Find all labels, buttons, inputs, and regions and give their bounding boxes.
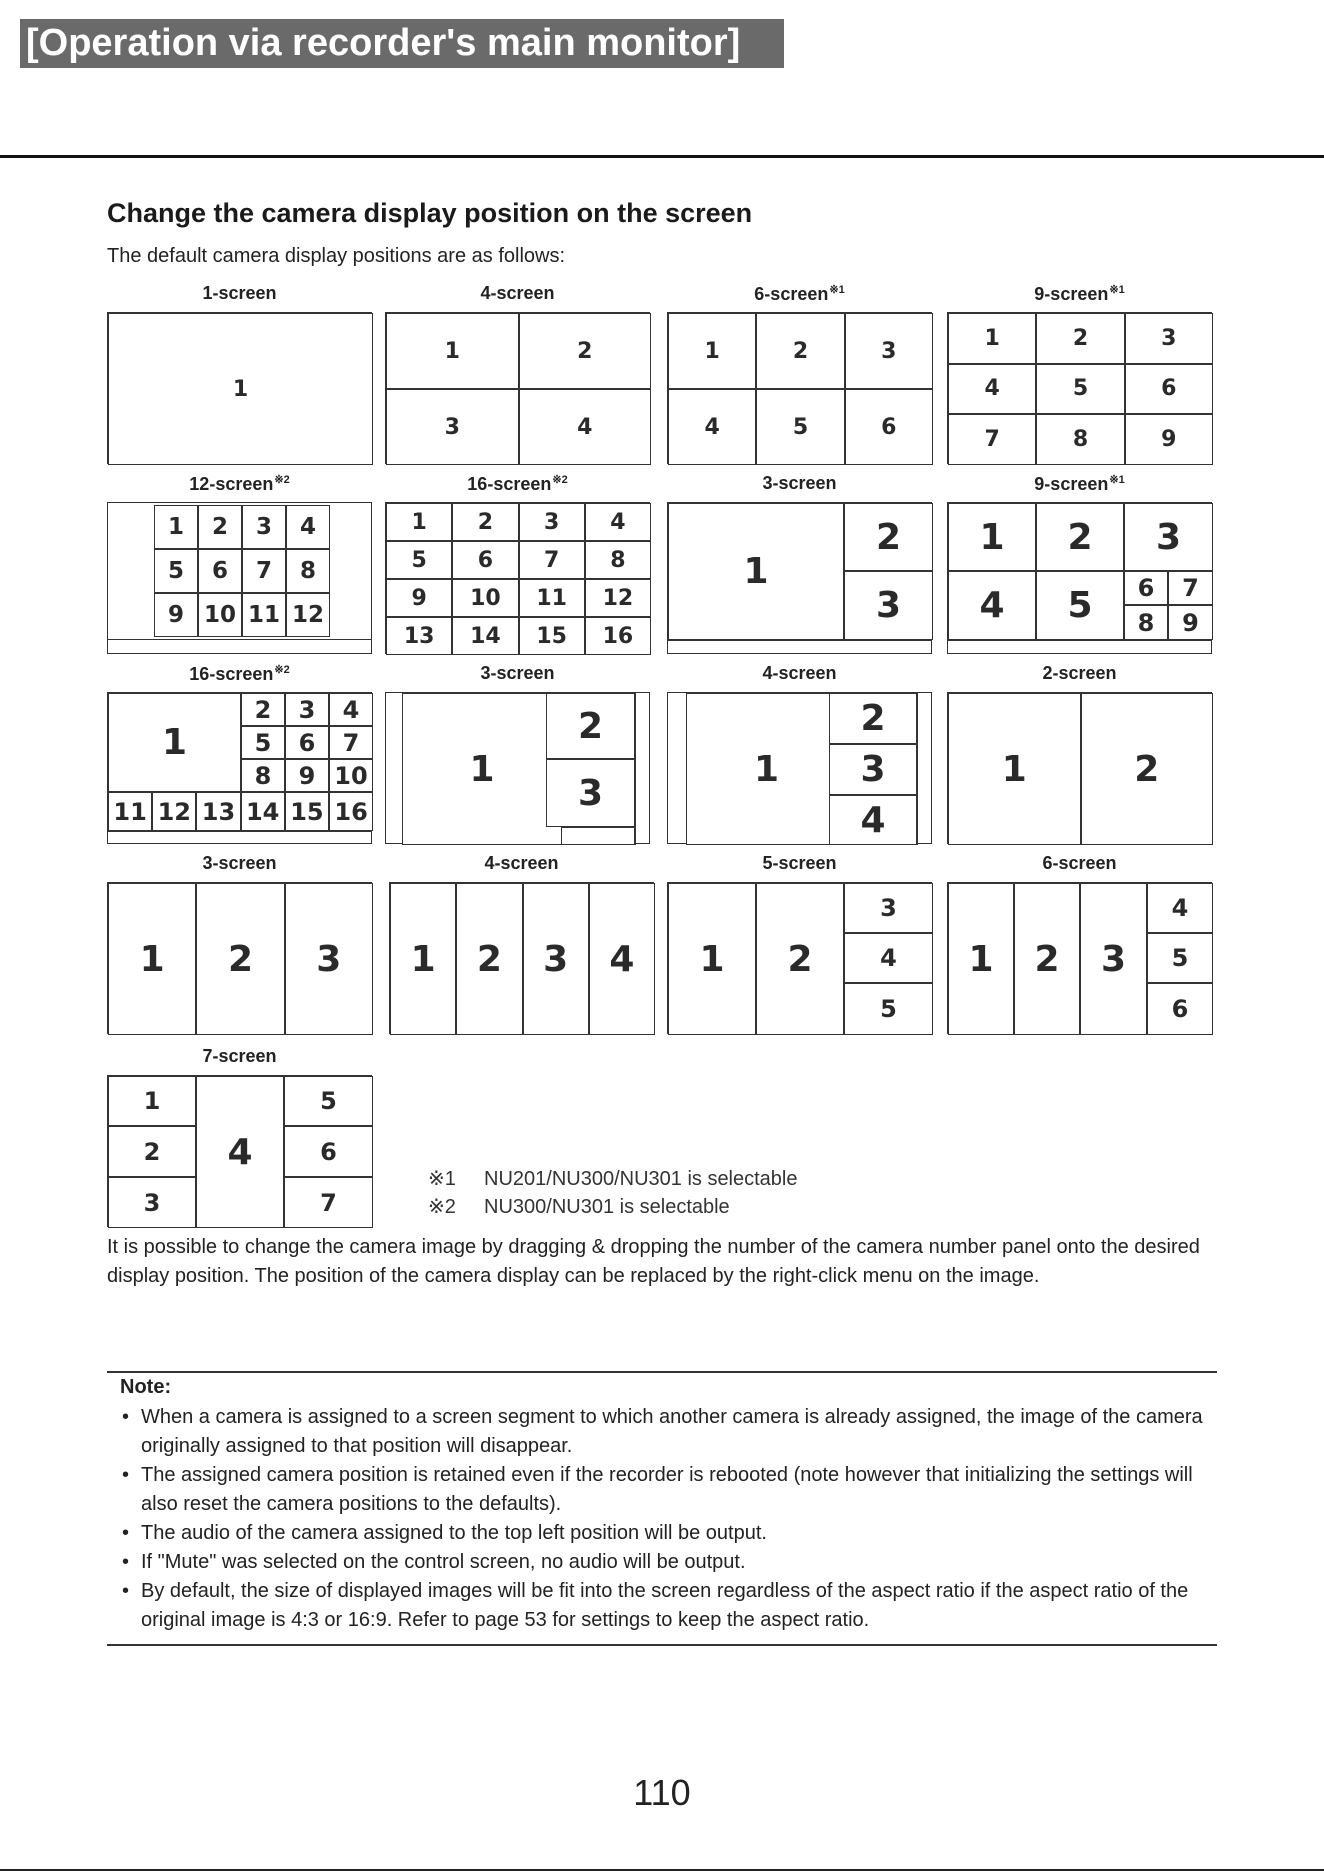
camera-position-cell: 12	[152, 792, 196, 831]
camera-position-cell: 1	[108, 313, 373, 465]
camera-position-cell: 8	[1124, 605, 1168, 640]
camera-position-cell: 3	[546, 759, 635, 827]
footnote-text: NU201/NU300/NU301 is selectable	[484, 1168, 798, 1190]
camera-position-cell: 2	[519, 313, 652, 389]
camera-position-cell: 15	[519, 617, 585, 655]
camera-position-cell: 14	[452, 617, 518, 655]
screen-layout-frame	[389, 882, 654, 1034]
screen-layout-frame	[385, 692, 650, 844]
footer-rule	[0, 1869, 1324, 1871]
camera-position-cell: 1	[108, 1076, 196, 1126]
note-item: • By default, the size of displayed images will be fit into the screen regardless of the aspect ratio if the aspect ratio of the original image is 4:3 or 16:9. Refer to page 53 for settings to keep the aspect ratio.	[120, 1577, 1220, 1635]
diagram-label-text: 6-screen	[1042, 853, 1117, 873]
camera-position-cell: 4	[948, 364, 1036, 415]
camera-position-cell: 15	[285, 792, 329, 831]
diagram-label-text: 3-screen	[762, 473, 837, 493]
camera-position-cell: 6	[284, 1126, 373, 1177]
camera-position-cell: 5	[284, 1076, 373, 1126]
diagram-label-text: 7-screen	[202, 1046, 277, 1066]
camera-position-cell: 3	[523, 883, 589, 1035]
camera-position-cell: 1	[386, 313, 519, 389]
camera-position-cell: 9	[285, 759, 329, 792]
note-item: • When a camera is assigned to a screen segment to which another camera is already assigned, the image of the camera originally assigned to that position will disappear.	[120, 1403, 1220, 1461]
screen-layout-frame	[107, 692, 372, 844]
diagram-label	[385, 663, 650, 684]
camera-position-cell: 1	[386, 503, 452, 541]
camera-position-cell: 6	[198, 549, 242, 593]
camera-position-cell: 1	[948, 883, 1014, 1035]
camera-position-cell: 4	[196, 1076, 284, 1228]
camera-position-cell: 8	[241, 759, 285, 792]
camera-position-cell: 9	[154, 593, 198, 637]
camera-position-cell: 1	[390, 883, 456, 1035]
screen-layout-frame	[385, 312, 650, 464]
note-item: • If "Mute" was selected on the control screen, no audio will be output.	[120, 1548, 1220, 1577]
camera-position-cell: 1	[154, 505, 198, 549]
camera-position-cell: 8	[286, 549, 330, 593]
camera-position-cell: 7	[519, 541, 585, 579]
diagram-label-text: 3-screen	[480, 663, 555, 683]
diagram-label	[107, 853, 372, 874]
camera-position-cell: 11	[242, 593, 286, 637]
diagram-label	[947, 663, 1212, 684]
note-top-rule	[107, 1371, 1217, 1373]
camera-position-cell: 2	[108, 1126, 196, 1177]
camera-position-cell: 16	[585, 617, 651, 655]
diagram-label	[107, 473, 372, 495]
camera-position-cell: 10	[198, 593, 242, 637]
camera-position-cell: 4	[286, 505, 330, 549]
camera-position-cell: 7	[948, 414, 1036, 465]
footnote-marker: ※1	[829, 284, 845, 296]
camera-position-cell: 5	[1036, 364, 1124, 415]
header-divider	[0, 155, 1324, 158]
camera-position-cell: 1	[402, 693, 562, 845]
diagram-label-text: 1-screen	[202, 283, 277, 303]
camera-position-cell: 12	[286, 593, 330, 637]
camera-position-cell: 9	[386, 579, 452, 617]
camera-position-cell: 8	[1036, 414, 1124, 465]
note-item: • The audio of the camera assigned to the top left position will be output.	[120, 1519, 1220, 1548]
camera-position-cell: 2	[829, 693, 917, 744]
diagram-label-text: 16-screen	[467, 474, 552, 494]
camera-position-cell: 2	[844, 503, 933, 571]
screen-layout-frame	[667, 882, 932, 1034]
camera-position-cell: 3	[242, 505, 286, 549]
camera-position-cell: 1	[668, 313, 756, 389]
camera-position-cell: 3	[1124, 503, 1213, 571]
footnote-marker: ※2	[552, 474, 568, 486]
camera-position-cell: 6	[1125, 364, 1213, 415]
screen-band	[635, 693, 636, 845]
camera-position-cell: 4	[329, 693, 373, 726]
camera-position-cell: 3	[519, 503, 585, 541]
screen-layout-frame	[385, 502, 650, 654]
camera-position-cell: 14	[241, 792, 285, 831]
camera-position-cell: 2	[452, 503, 518, 541]
diagram-label-text: 3-screen	[202, 853, 277, 873]
screen-layout-frame	[107, 882, 372, 1034]
diagram-label-text: 2-screen	[1042, 663, 1117, 683]
camera-position-cell: 11	[108, 792, 152, 831]
camera-position-cell: 1	[948, 503, 1036, 571]
intro-text: The default camera display positions are as follows:	[107, 245, 566, 267]
camera-position-cell: 2	[1036, 313, 1124, 364]
camera-position-cell: 6	[1124, 571, 1168, 605]
screen-layout-frame	[667, 312, 932, 464]
screen-layout-frame	[947, 502, 1212, 654]
camera-position-cell: 1	[686, 693, 847, 845]
camera-position-cell: 7	[329, 726, 373, 759]
diagram-label	[389, 853, 654, 874]
diagram-label	[107, 663, 372, 685]
camera-position-cell: 9	[1168, 605, 1213, 640]
camera-position-cell: 3	[285, 883, 373, 1035]
screen-layout-frame	[947, 692, 1212, 844]
footnote-marker: ※2	[274, 664, 290, 676]
camera-position-cell: 9	[1125, 414, 1213, 465]
camera-position-cell: 5	[386, 541, 452, 579]
screen-layout-frame	[107, 502, 372, 654]
screen-layout-frame	[107, 312, 372, 464]
camera-position-cell: 2	[1014, 883, 1080, 1035]
camera-position-cell: 13	[386, 617, 452, 655]
camera-position-cell: 2	[756, 883, 844, 1035]
footnote-mark: ※1	[428, 1168, 456, 1190]
camera-position-cell: 4	[589, 883, 655, 1035]
diagram-label-text: 4-screen	[762, 663, 837, 683]
diagram-label-text: 6-screen	[754, 284, 829, 304]
camera-position-cell: 3	[108, 1177, 196, 1228]
footnote-marker: ※1	[1109, 284, 1125, 296]
camera-position-cell: 8	[585, 541, 651, 579]
camera-position-cell: 3	[1080, 883, 1147, 1035]
camera-position-cell: 6	[452, 541, 518, 579]
camera-position-cell: 2	[1036, 503, 1124, 571]
camera-position-cell: 12	[585, 579, 651, 617]
camera-position-cell: 6	[845, 389, 933, 465]
camera-position-cell: 2	[1081, 693, 1214, 845]
page-number: 110	[633, 1772, 691, 1813]
camera-position-cell: 3	[386, 389, 519, 465]
footnote-marker: ※2	[274, 474, 290, 486]
diagram-label	[667, 283, 932, 305]
camera-position-cell: 4	[1147, 883, 1213, 933]
camera-position-cell: 1	[668, 503, 844, 640]
screen-band	[948, 640, 1211, 641]
diagram-label-text: 9-screen	[1034, 284, 1109, 304]
diagram-label	[947, 473, 1212, 495]
diagram-label	[385, 283, 650, 304]
camera-position-cell: 4	[668, 389, 756, 465]
note-list	[120, 1403, 1220, 1635]
diagram-label	[107, 1046, 372, 1067]
camera-position-cell: 3	[844, 883, 933, 933]
screen-band	[108, 831, 371, 832]
camera-position-cell: 4	[948, 571, 1036, 640]
diagram-label	[107, 283, 372, 304]
camera-position-cell: 5	[844, 983, 933, 1035]
camera-position-cell: 1	[108, 883, 196, 1035]
note-item: • The assigned camera position is retained even if the recorder is rebooted (note however that initializing the settings will also reset the camera positions to the defaults).	[120, 1461, 1220, 1519]
camera-position-cell: 3	[285, 693, 329, 726]
camera-position-cell: 2	[241, 693, 285, 726]
diagram-label	[385, 473, 650, 495]
camera-position-cell: 3	[844, 571, 933, 640]
screen-layout-frame	[667, 692, 932, 844]
diagram-label-text: 12-screen	[189, 474, 274, 494]
footnote-text: NU300/NU301 is selectable	[484, 1196, 730, 1218]
camera-position-cell: 5	[1147, 933, 1213, 983]
screen-layout-frame	[667, 502, 932, 654]
diagram-label-text: 4-screen	[480, 283, 555, 303]
screen-layout-frame	[947, 312, 1212, 464]
camera-position-cell: 5	[1036, 571, 1124, 640]
camera-position-cell: 11	[519, 579, 585, 617]
camera-position-cell: 13	[196, 792, 240, 831]
diagram-label	[947, 853, 1212, 874]
camera-position-cell: 10	[329, 759, 373, 792]
camera-position-cell: 16	[329, 792, 373, 831]
camera-position-cell: 1	[668, 883, 756, 1035]
footnote-mark: ※2	[428, 1196, 456, 1218]
camera-position-cell: 5	[154, 549, 198, 593]
camera-position-cell: 4	[519, 389, 652, 465]
camera-position-cell: 5	[241, 726, 285, 759]
camera-position-cell: 2	[756, 313, 844, 389]
diagram-label	[667, 473, 932, 494]
camera-position-cell: 6	[1147, 983, 1213, 1035]
camera-position-cell: 5	[756, 389, 844, 465]
note-title: Note:	[120, 1376, 172, 1398]
camera-position-cell: 1	[948, 693, 1081, 845]
body-paragraph: It is possible to change the camera image by dragging & dropping the number of the camera number panel onto the desired display position. The position of the camera display can be replaced by the right-click menu on the image.	[107, 1236, 1200, 1287]
footnote-1	[428, 1166, 798, 1191]
note-bottom-rule	[107, 1644, 1217, 1646]
camera-position-cell: 10	[452, 579, 518, 617]
camera-position-cell: 2	[456, 883, 522, 1035]
screen-band	[917, 693, 918, 845]
camera-position-cell: 1	[108, 693, 241, 792]
diagram-label	[947, 283, 1212, 305]
camera-position-cell: 4	[585, 503, 651, 541]
camera-position-cell: 3	[845, 313, 933, 389]
screen-layout-frame	[107, 1075, 372, 1227]
camera-position-cell: 4	[829, 795, 917, 845]
screen-band	[108, 639, 371, 640]
camera-position-cell: 6	[285, 726, 329, 759]
camera-position-cell: 2	[198, 505, 242, 549]
camera-position-cell: 7	[242, 549, 286, 593]
footnote-marker: ※1	[1109, 474, 1125, 486]
diagram-label-text: 16-screen	[189, 664, 274, 684]
diagram-label-text: 5-screen	[762, 853, 837, 873]
section-heading: Change the camera display position on the screen	[107, 198, 753, 228]
diagram-label-text: 9-screen	[1034, 474, 1109, 494]
screen-band	[668, 640, 931, 641]
camera-position-cell: 2	[546, 693, 635, 759]
camera-position-cell: 7	[284, 1177, 373, 1228]
camera-position-cell: 7	[1168, 571, 1213, 605]
footnote-2	[428, 1194, 730, 1219]
page-header-title: [Operation via recorder's main monitor]	[26, 22, 741, 64]
camera-position-cell: 1	[948, 313, 1036, 364]
diagram-label	[667, 663, 932, 684]
camera-position-cell: 3	[1125, 313, 1213, 364]
camera-position-cell: 2	[196, 883, 284, 1035]
camera-position-cell: 4	[844, 933, 933, 983]
screen-layout-frame	[947, 882, 1212, 1034]
camera-position-cell: 3	[829, 744, 917, 795]
diagram-label	[667, 853, 932, 874]
diagram-label-text: 4-screen	[484, 853, 559, 873]
